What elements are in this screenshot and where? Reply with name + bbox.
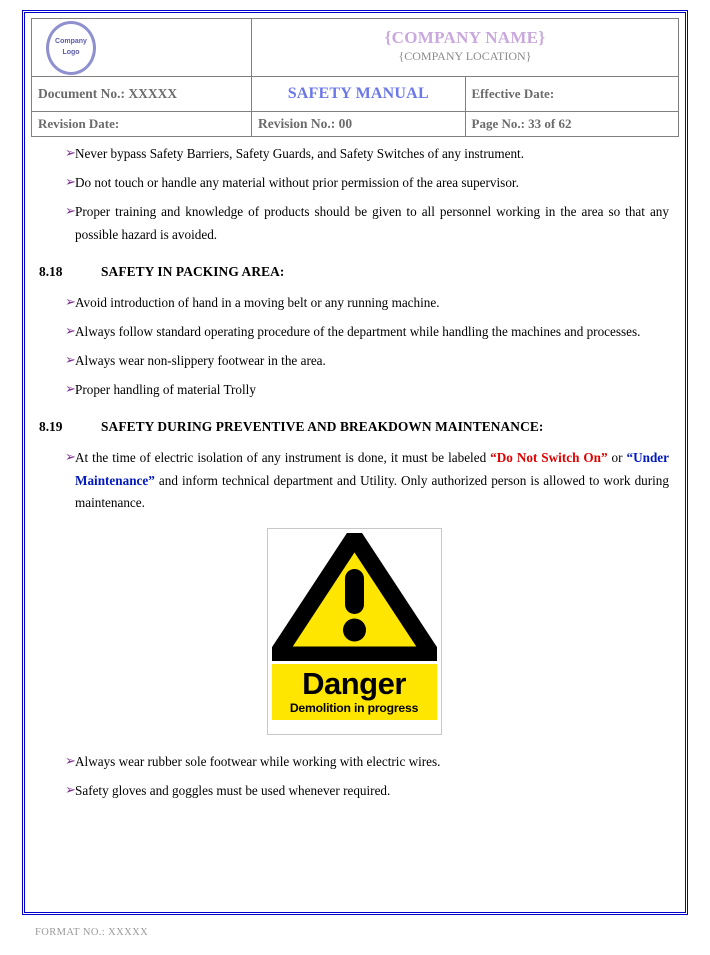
revision-date: Revision Date: (32, 112, 252, 137)
danger-sign (267, 528, 442, 735)
isolation-text-part-1: At the time of electric isolation of any instrument is done, it must be labeled (75, 450, 491, 466)
danger-subtitle: Demolition in progress (289, 700, 419, 715)
list-item (39, 379, 669, 401)
document-number: Document No.: XXXXX (32, 77, 252, 112)
section-heading-819 (39, 419, 669, 435)
footer-format-number: FORMAT NO.: XXXXX (35, 927, 149, 938)
list-item (39, 751, 669, 773)
list-item-text: Proper training and knowledge of products should be given to all personnel working in the area so that any possible hazard is avoided. (75, 204, 669, 242)
section-title: SAFETY IN PACKING AREA: (101, 263, 285, 279)
list-item-text: Do not touch or handle any material without prior permission of the area supervisor. (75, 175, 519, 191)
isolation-text-part-3: and inform technical department and Utility. Only authorized person is allowed to work during maintenance. (75, 472, 669, 510)
list-item-text: Proper handling of material Trolly (75, 382, 256, 398)
header-row-document (32, 77, 679, 112)
label-do-not-switch-on: “Do Not Switch On” (490, 450, 608, 466)
header-row-title (32, 19, 679, 77)
manual-title: SAFETY MANUAL (252, 77, 466, 112)
document-header-table (31, 18, 679, 137)
list-item-text: Avoid introduction of hand in a moving belt or any running machine. (75, 294, 440, 310)
revision-number: Revision No.: 00 (252, 112, 466, 137)
list-item (39, 447, 669, 514)
page-number: Page No.: 33 of 62 (465, 112, 679, 137)
logo-line-1: Company (55, 38, 87, 45)
bullet-arrow-icon: ➢ (65, 203, 76, 219)
warning-triangle-icon (272, 533, 437, 661)
exclamation-bar (345, 569, 364, 614)
company-identity-cell (252, 19, 679, 77)
exclamation-dot (343, 618, 366, 641)
list-item (39, 172, 669, 194)
label-under-maintenance: “Under Maintenance” (75, 450, 669, 488)
bullet-arrow-icon: ➢ (65, 782, 76, 798)
document-body (31, 137, 679, 802)
list-item-text: Always wear non-slippery footwear in the area. (75, 353, 326, 369)
danger-title: Danger (302, 665, 406, 701)
page-border (22, 10, 688, 915)
danger-banner (272, 664, 437, 720)
company-name: {COMPANY NAME} (384, 27, 546, 47)
company-location: {COMPANY LOCATION} (398, 48, 532, 63)
danger-sign-figure (39, 528, 669, 735)
list-item-text-isolation (75, 447, 669, 514)
list-item (39, 201, 669, 245)
logo-cell (32, 19, 252, 77)
list-item (39, 292, 669, 314)
bullet-arrow-icon: ➢ (65, 174, 76, 190)
bullet-arrow-icon: ➢ (65, 293, 76, 309)
section-number: 8.18 (39, 263, 63, 279)
bullet-arrow-icon: ➢ (65, 352, 76, 368)
section-heading-818 (39, 264, 669, 280)
bullet-arrow-icon: ➢ (65, 322, 76, 338)
list-item (39, 143, 669, 165)
list-item (39, 321, 669, 343)
section-title: SAFETY DURING PREVENTIVE AND BREAKDOWN MAINTENANCE: (101, 419, 544, 435)
bullet-arrow-icon: ➢ (65, 381, 76, 397)
list-item (39, 350, 669, 372)
list-item-text: Safety gloves and goggles must be used whenever required. (75, 783, 391, 799)
bullet-arrow-icon: ➢ (65, 449, 76, 465)
list-item-text: Always follow standard operating procedure of the department while handling the machines and processes. (75, 323, 641, 339)
isolation-text-part-2: or (607, 450, 627, 466)
effective-date: Effective Date: (465, 77, 679, 112)
company-logo-icon (46, 21, 96, 75)
page-content-area (25, 13, 685, 912)
list-item (39, 780, 669, 802)
list-item-text: Never bypass Safety Barriers, Safety Guards, and Safety Switches of any instrument. (75, 146, 524, 161)
section-number: 8.19 (39, 419, 63, 435)
bullet-arrow-icon: ➢ (65, 145, 76, 160)
logo-line-2: Logo (62, 48, 80, 56)
list-item-text: Always wear rubber sole footwear while working with electric wires. (75, 753, 441, 769)
bullet-arrow-icon: ➢ (65, 752, 76, 768)
